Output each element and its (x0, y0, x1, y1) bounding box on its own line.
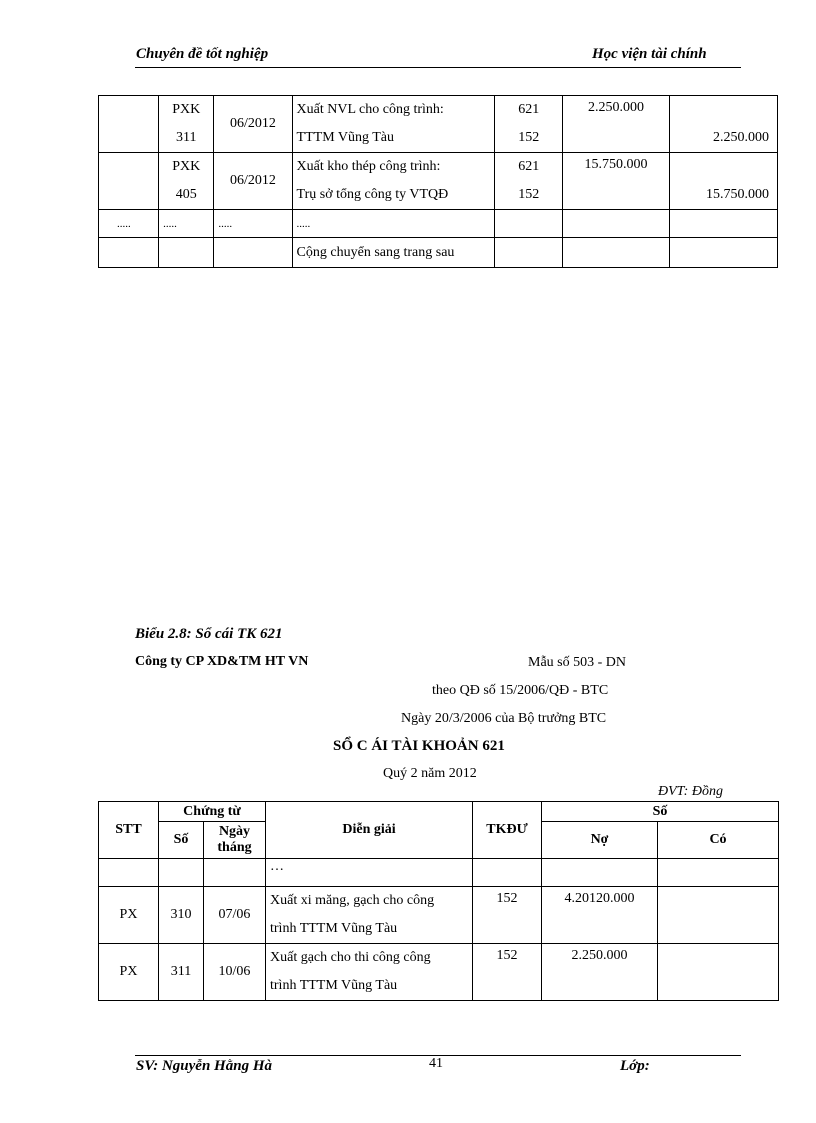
so-cell: 310 (159, 887, 204, 944)
account-credit: 152 (518, 187, 540, 202)
description-line: Xuất xi măng, gạch cho công (270, 893, 435, 908)
credit-cell (658, 887, 779, 944)
doc-number: 405 (175, 187, 197, 202)
description-line: TTTM Vũng Tàu (296, 130, 395, 145)
tkdu-cell: 152 (473, 944, 542, 1001)
ellipsis-cell: … (266, 859, 473, 887)
company-name: Công ty CP XD&TM HT VN (135, 654, 309, 669)
journal-table (98, 95, 778, 268)
credit-amount: 15.750.000 (669, 153, 777, 210)
table-row (99, 944, 779, 1001)
currency-unit: ĐVT: Đồng (658, 784, 723, 799)
table-row (99, 859, 779, 887)
col-tkdu: TKĐƯ (473, 802, 542, 859)
debit-cell: 2.250.000 (542, 944, 658, 1001)
date-cell: 10/06 (204, 944, 266, 1001)
col-so: Số (159, 822, 204, 859)
account-debit: 621 (518, 102, 540, 117)
col-so-tien: Số (542, 802, 779, 822)
decision-ref: theo QĐ số 15/2006/QĐ - BTC (432, 683, 609, 698)
description-line: Xuất gạch cho thi công công (270, 950, 431, 965)
col-no: Nợ (542, 822, 658, 859)
header-row (99, 802, 779, 822)
col-dien-giai: Diễn giải (266, 802, 473, 859)
doc-number: 311 (176, 130, 197, 145)
credit-amount: 2.250.000 (669, 96, 777, 153)
description-line: Trụ sở tổng công ty VTQĐ (296, 187, 449, 202)
ledger-table (98, 801, 779, 1001)
dots-cell: ..... (214, 210, 292, 238)
so-cell: 311 (159, 944, 204, 1001)
account-debit: 621 (518, 159, 540, 174)
table-row (99, 210, 778, 238)
doc-type: PXK (172, 102, 201, 117)
period: Quý 2 năm 2012 (383, 766, 477, 781)
header-left: Chuyên đề tốt nghiệp (136, 46, 269, 62)
decision-date: Ngày 20/3/2006 của Bộ trưởng BTC (401, 711, 607, 726)
header-right: Học viện tài chính (592, 46, 707, 62)
figure-title: Biểu 2.8: Sổ cái TK 621 (135, 626, 283, 642)
col-ngay-thang: Ngày tháng (204, 822, 266, 859)
description-line: Xuất NVL cho công trình: (296, 102, 444, 117)
doc-date: 06/2012 (214, 153, 292, 210)
table-row (99, 238, 778, 268)
page-number: 41 (429, 1056, 443, 1071)
stt-cell: PX (99, 944, 159, 1001)
date-cell: 07/06 (204, 887, 266, 944)
footer-student: SV: Nguyễn Hằng Hà (136, 1058, 272, 1074)
dots-cell: ..... (99, 210, 159, 238)
carry-forward-label: Cộng chuyển sang trang sau (292, 238, 495, 268)
col-stt: STT (99, 802, 159, 859)
description-line: Xuất kho thép công trình: (296, 159, 441, 174)
stt-cell: PX (99, 887, 159, 944)
col-co: Có (658, 822, 779, 859)
ledger-title: SỔ C ÁI TÀI KHOẢN 621 (333, 738, 505, 754)
doc-date: 06/2012 (214, 96, 292, 153)
dots-cell: ..... (159, 210, 214, 238)
col-chung-tu: Chứng từ (159, 802, 266, 822)
table-row (99, 153, 778, 210)
debit-amount: 2.250.000 (563, 96, 669, 153)
table-row (99, 96, 778, 153)
description-line: trình TTTM Vũng Tàu (270, 921, 398, 936)
footer-class: Lớp: (620, 1058, 650, 1074)
doc-type: PXK (172, 159, 201, 174)
credit-cell (658, 944, 779, 1001)
tkdu-cell: 152 (473, 887, 542, 944)
debit-amount: 15.750.000 (563, 153, 669, 210)
description-line: trình TTTM Vũng Tàu (270, 978, 398, 993)
account-credit: 152 (518, 130, 540, 145)
dots-cell: ..... (292, 210, 495, 238)
table-row (99, 887, 779, 944)
debit-cell: 4.20120.000 (542, 887, 658, 944)
form-number: Mẫu số 503 - DN (528, 655, 626, 670)
header-rule (135, 67, 741, 68)
